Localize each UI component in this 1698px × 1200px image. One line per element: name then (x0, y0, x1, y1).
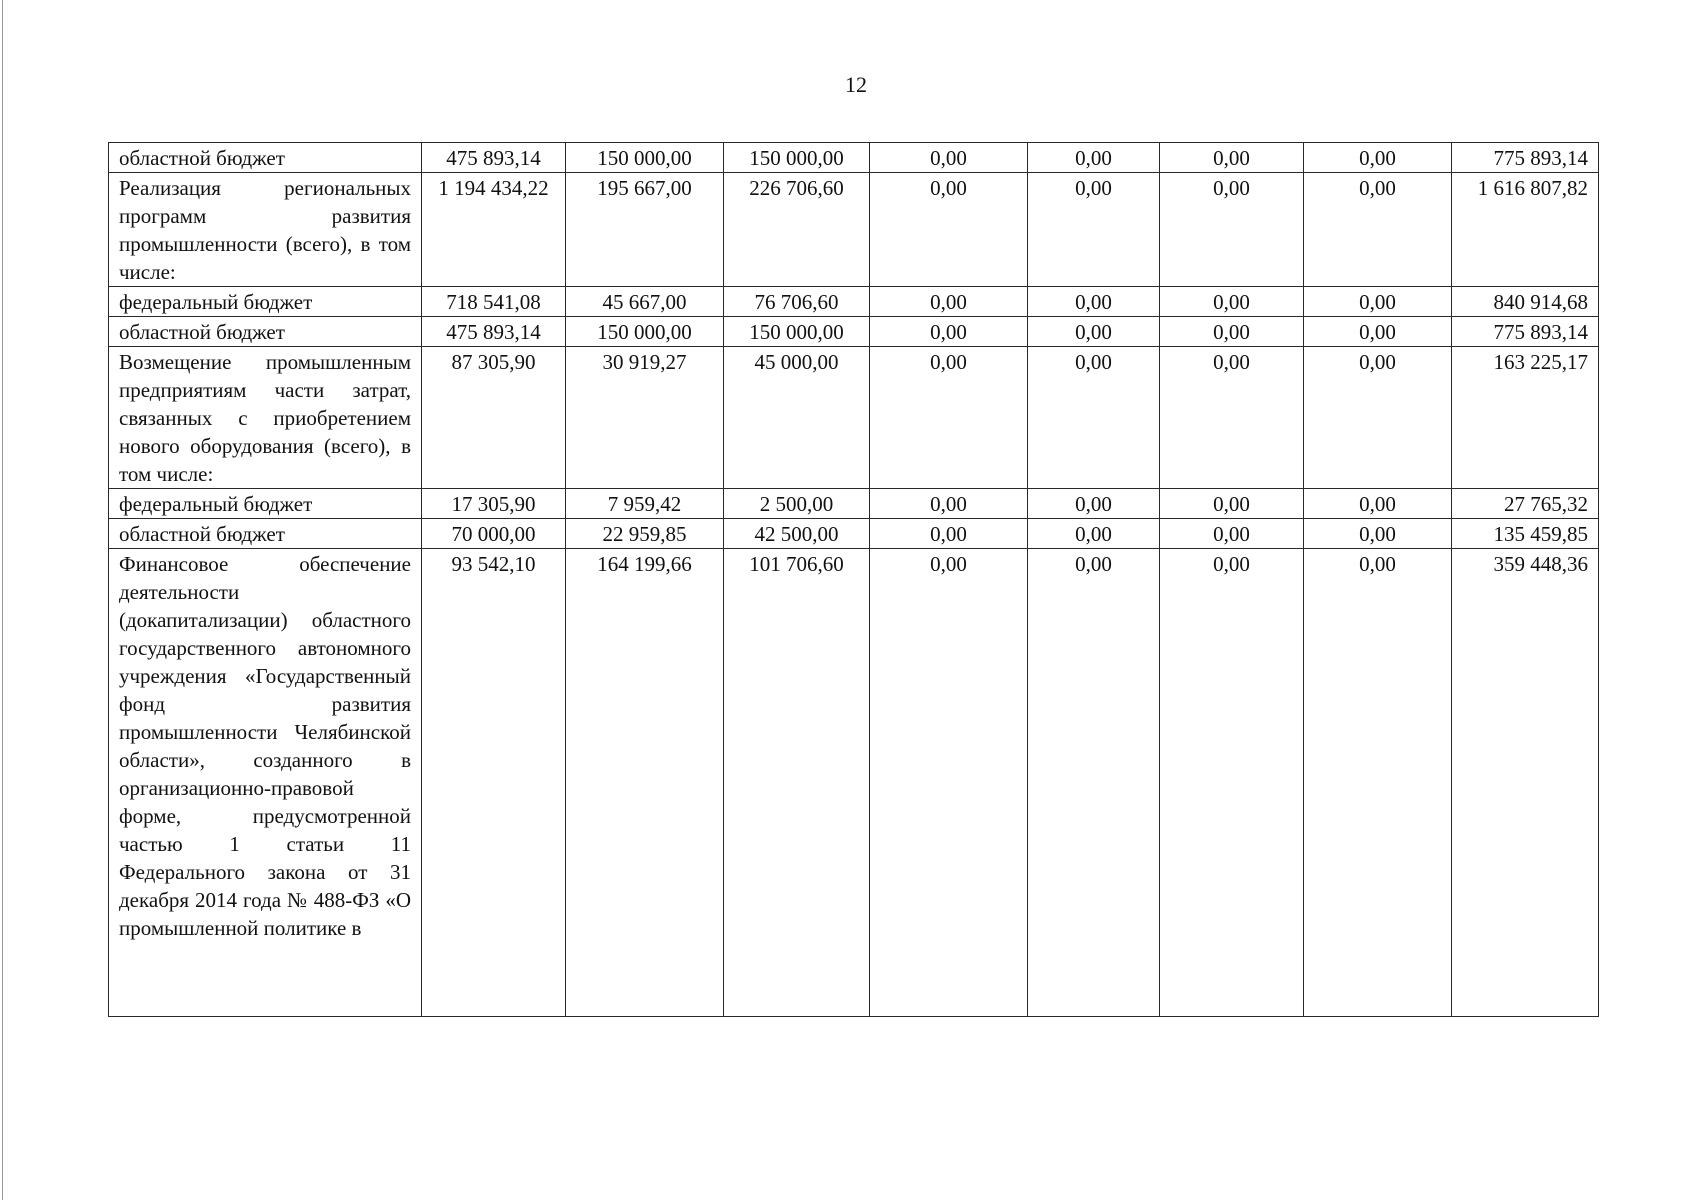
value-cell: 226 706,60 (724, 173, 870, 287)
value-cell: 0,00 (1160, 143, 1304, 173)
budget-table (108, 142, 1599, 1017)
value-cell: 150 000,00 (566, 317, 724, 347)
row-name: федеральный бюджет (109, 287, 422, 317)
value-cell: 101 706,60 (724, 549, 870, 1017)
value-cell: 164 199,66 (566, 549, 724, 1017)
value-cell: 0,00 (1028, 317, 1160, 347)
value-cell: 0,00 (1160, 173, 1304, 287)
value-cell: 0,00 (1160, 317, 1304, 347)
value-cell: 718 541,08 (422, 287, 566, 317)
value-cell: 0,00 (1160, 519, 1304, 549)
row-name: Возмещение промышленным предприятиям части затрат, связанных с приобретением нового оборудования (всего), в том числе: (109, 347, 422, 489)
value-cell: 7 959,42 (566, 489, 724, 519)
value-cell: 0,00 (1304, 519, 1452, 549)
total-cell: 27 765,32 (1452, 489, 1599, 519)
value-cell: 0,00 (1028, 173, 1160, 287)
value-cell: 0,00 (1304, 347, 1452, 489)
value-cell: 70 000,00 (422, 519, 566, 549)
table-row (109, 287, 1599, 317)
value-cell: 0,00 (1304, 143, 1452, 173)
value-cell: 0,00 (870, 519, 1028, 549)
value-cell: 45 000,00 (724, 347, 870, 489)
value-cell: 30 919,27 (566, 347, 724, 489)
value-cell: 150 000,00 (566, 143, 724, 173)
value-cell: 17 305,90 (422, 489, 566, 519)
row-name: Финансовое обеспечение деятельности (докапитализации) областного государственного автономного учреждения «Государственный фонд развития промышленности Челябинской области», созданного в организационно-правовой форме, предусмотренной частью 1 статьи 11 Федерального закона от 31 декабря 2014 года № 488-ФЗ «О промышленной политике в (109, 549, 422, 1017)
page-number: 12 (845, 72, 867, 97)
value-cell: 195 667,00 (566, 173, 724, 287)
value-cell: 150 000,00 (724, 143, 870, 173)
table-row (109, 173, 1599, 287)
row-name: федеральный бюджет (109, 489, 422, 519)
value-cell: 93 542,10 (422, 549, 566, 1017)
value-cell: 0,00 (1160, 347, 1304, 489)
value-cell: 0,00 (1028, 347, 1160, 489)
value-cell: 87 305,90 (422, 347, 566, 489)
value-cell: 0,00 (1304, 287, 1452, 317)
value-cell: 0,00 (1160, 489, 1304, 519)
table-row (109, 317, 1599, 347)
row-name: областной бюджет (109, 519, 422, 549)
value-cell: 0,00 (870, 173, 1028, 287)
total-cell: 1 616 807,82 (1452, 173, 1599, 287)
total-cell: 359 448,36 (1452, 549, 1599, 1017)
value-cell: 0,00 (870, 549, 1028, 1017)
table-row (109, 347, 1599, 489)
value-cell: 0,00 (1028, 519, 1160, 549)
value-cell: 0,00 (1160, 287, 1304, 317)
total-cell: 135 459,85 (1452, 519, 1599, 549)
value-cell: 0,00 (870, 287, 1028, 317)
value-cell: 0,00 (1028, 287, 1160, 317)
value-cell: 0,00 (1028, 549, 1160, 1017)
total-cell: 163 225,17 (1452, 347, 1599, 489)
value-cell: 1 194 434,22 (422, 173, 566, 287)
value-cell: 475 893,14 (422, 143, 566, 173)
table-row (109, 549, 1599, 1017)
value-cell: 22 959,85 (566, 519, 724, 549)
table-row (109, 143, 1599, 173)
value-cell: 0,00 (1028, 489, 1160, 519)
row-name: Реализация региональных программ развития промышленности (всего), в том числе: (109, 173, 422, 287)
total-cell: 775 893,14 (1452, 317, 1599, 347)
value-cell: 0,00 (1304, 549, 1452, 1017)
value-cell: 0,00 (1304, 489, 1452, 519)
value-cell: 0,00 (1160, 549, 1304, 1017)
value-cell: 76 706,60 (724, 287, 870, 317)
value-cell: 42 500,00 (724, 519, 870, 549)
value-cell: 0,00 (870, 347, 1028, 489)
total-cell: 775 893,14 (1452, 143, 1599, 173)
table-row (109, 489, 1599, 519)
value-cell: 2 500,00 (724, 489, 870, 519)
total-cell: 840 914,68 (1452, 287, 1599, 317)
value-cell: 0,00 (1304, 317, 1452, 347)
value-cell: 45 667,00 (566, 287, 724, 317)
value-cell: 0,00 (870, 143, 1028, 173)
value-cell: 0,00 (1304, 173, 1452, 287)
value-cell: 0,00 (1028, 143, 1160, 173)
value-cell: 0,00 (870, 489, 1028, 519)
row-name: областной бюджет (109, 143, 422, 173)
value-cell: 0,00 (870, 317, 1028, 347)
page-scan-edge (2, 0, 3, 1200)
value-cell: 475 893,14 (422, 317, 566, 347)
table-row (109, 519, 1599, 549)
value-cell: 150 000,00 (724, 317, 870, 347)
row-name: областной бюджет (109, 317, 422, 347)
